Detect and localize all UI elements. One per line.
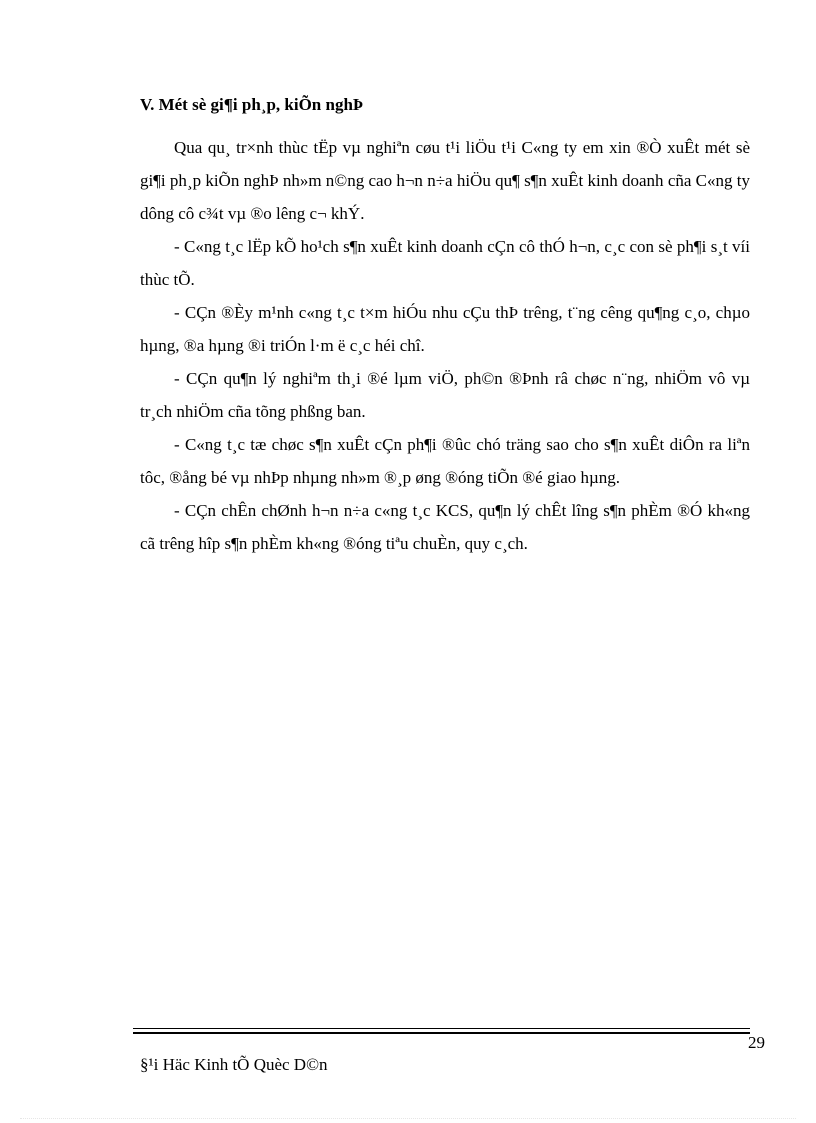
paragraph-intro: Qua qu¸ tr×nh thùc tËp vµ nghiªn cøu t¹i liÖu t¹i C«ng ty em xin ®Ò xuÊt mét sè gi¶i ph¸p kiÕn nghÞ nh»m n©ng cao h¬n n÷a hiÖu qu¶ s¶n xuÊt kinh doanh cña C«ng ty dông cô c¾t vµ ®o lêng c¬ khÝ.	[140, 138, 750, 223]
paragraph-item-2: - CÇn ®Èy m¹nh c«ng t¸c t×m hiÓu nhu cÇu thÞ trêng, t¨ng cêng qu¶ng c¸o, chµo hµng, ®a hµng ®i triÓn l·m ë c¸c héi chî.	[140, 303, 750, 355]
paragraph-item-4: - C«ng t¸c tæ chøc s¶n xuÊt cÇn ph¶i ®ûc chó träng sao cho s¶n xuÊt diÔn ra liªn tôc, ®ång bé vµ nhÞp nhµng nh»m ®¸p øng ®óng tiÕn ®é giao hµng.	[140, 435, 750, 487]
paragraph-item-3: - CÇn qu¶n lý nghiªm th¸i ®é lµm viÖ, ph©n ®Þnh râ chøc n¨ng, nhiÖm vô vµ tr¸ch nhiÖm cña tõng phßng ban.	[140, 369, 750, 421]
footer-text: §¹i Häc Kinh tÕ Quèc D©n	[140, 1055, 328, 1074]
section-heading: V. Mét sè gi¶i ph¸p, kiÕn nghÞ	[140, 95, 364, 114]
page-edge-divider	[20, 1118, 796, 1119]
document-body	[140, 93, 750, 560]
footer-rule-thick	[133, 1032, 750, 1034]
paragraph-item-5: - CÇn chÊn chØnh h¬n n÷a c«ng t¸c KCS, qu¶n lý chÊt lîng s¶n phÈm ®Ó kh«ng cã trêng hîp s¶n phÈm kh«ng ®óng tiªu chuÈn, quy c¸ch.	[140, 501, 750, 553]
paragraph-item-1: - C«ng t¸c lËp kÕ ho¹ch s¶n xuÊt kinh doanh cÇn cô thÓ h¬n, c¸c con sè ph¶i s¸t víi thùc tÕ.	[140, 237, 750, 289]
footer-rule-thin	[133, 1028, 750, 1029]
page-number: 29	[748, 1033, 765, 1052]
